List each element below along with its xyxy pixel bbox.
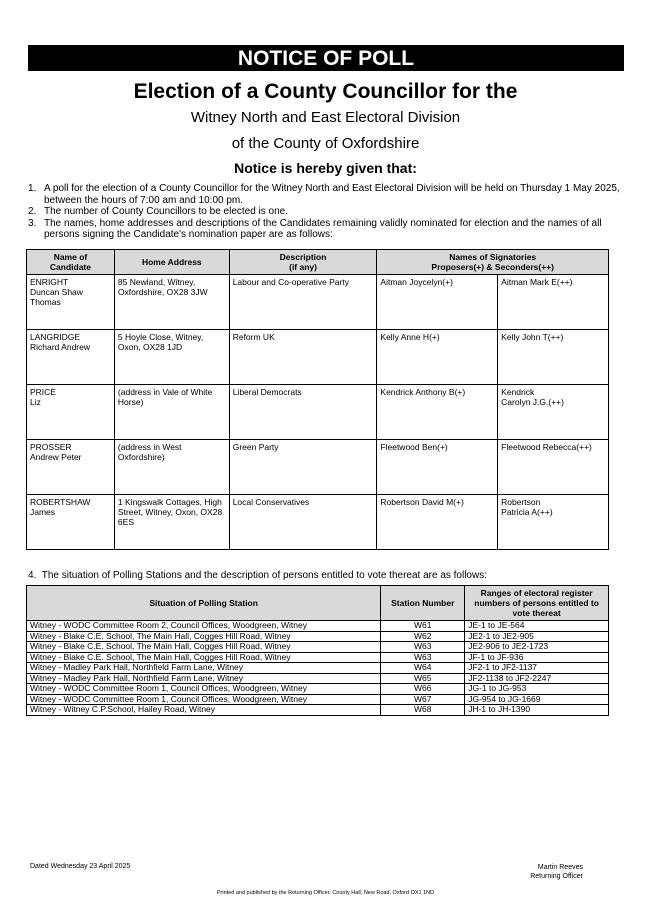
register-range-cell: JF-1 to JF-936 bbox=[465, 652, 609, 663]
header-situation: Situation of Polling Station bbox=[27, 586, 381, 621]
notice-item-3 bbox=[28, 218, 628, 241]
seconder-cell: Aitman Mark E(++) bbox=[498, 275, 609, 330]
table-row bbox=[27, 673, 609, 684]
date-line: Dated Wednesday 23 April 2025 bbox=[30, 863, 131, 870]
description-cell: Labour and Co-operative Party bbox=[229, 275, 377, 330]
home-address-cell: 1 Kingswalk Cottages, High Street, Witney, Oxon, OX28 6ES bbox=[114, 495, 229, 550]
table-row bbox=[27, 631, 609, 642]
candidate-name-cell: ENRIGHT Duncan Shaw Thomas bbox=[27, 275, 115, 330]
home-address-cell: (address in West Oxfordshire) bbox=[114, 440, 229, 495]
proposer-cell: Robertson David M(+) bbox=[377, 495, 498, 550]
imprint: Printed and published by the Returning Officer, County Hall, New Road, Oxford OX1 1ND bbox=[216, 890, 435, 896]
register-range-cell: JE-1 to JE-564 bbox=[465, 621, 609, 632]
candidate-name-cell: PRICE Liz bbox=[27, 385, 115, 440]
register-range-cell: JF2-1138 to JF2-2247 bbox=[465, 673, 609, 684]
item-number: 4. bbox=[28, 570, 37, 581]
proposer-cell: Kelly Anne H(+) bbox=[377, 330, 498, 385]
station-number-cell: W68 bbox=[381, 705, 465, 716]
station-number-cell: W63 bbox=[381, 652, 465, 663]
county-name: of the County of Oxfordshire bbox=[231, 135, 420, 152]
seconder-cell: Robertson Patricia A(++) bbox=[498, 495, 609, 550]
situation-cell: Witney - Madley Park Hall, Northfield Farm Lane, Witney bbox=[27, 673, 381, 684]
item-number: 3. bbox=[28, 217, 37, 229]
item-text: The situation of Polling Stations and the description of persons entitled to vote thereat are as follows: bbox=[41, 570, 487, 581]
table-row bbox=[27, 621, 609, 632]
register-range-cell: JH-1 to JH-1390 bbox=[465, 705, 609, 716]
table-row bbox=[27, 684, 609, 695]
register-range-cell: JE2-906 to JE2-1723 bbox=[465, 642, 609, 653]
signature-block bbox=[480, 863, 583, 881]
station-number-cell: W61 bbox=[381, 621, 465, 632]
table-row bbox=[27, 275, 609, 330]
register-range-cell: JF2-1 to JF2-1137 bbox=[465, 663, 609, 674]
seconder-cell: Fleetwood Rebecca(++) bbox=[498, 440, 609, 495]
situation-cell: Witney - Blake C.E. School, The Main Hall, Cogges Hill Road, Witney bbox=[27, 631, 381, 642]
station-number-cell: W62 bbox=[381, 631, 465, 642]
situation-cell: Witney - WODC Committee Room 2, Council Offices, Woodgreen, Witney bbox=[27, 621, 381, 632]
table-row bbox=[27, 652, 609, 663]
situation-cell: Witney - Blake C.E. School, The Main Hall, Cogges Hill Road, Witney bbox=[27, 652, 381, 663]
situation-cell: Witney - Madley Park Hall, Northfield Farm Lane, Witney bbox=[27, 663, 381, 674]
item-number: 1. bbox=[28, 183, 37, 194]
description-cell: Green Party bbox=[229, 440, 377, 495]
notice-item-1 bbox=[28, 183, 628, 206]
header-ranges: Ranges of electoral register numbers of persons entitled to vote thereat bbox=[465, 586, 609, 621]
header-candidate-name: Name of Candidate bbox=[27, 250, 115, 275]
register-range-cell: JE2-1 to JE2-905 bbox=[465, 631, 609, 642]
notice-banner: NOTICE OF POLL bbox=[28, 45, 624, 71]
situation-cell: Witney - WODC Committee Room 1, Council Offices, Woodgreen, Witney bbox=[27, 684, 381, 695]
proposer-cell: Kendrick Anthony B(+) bbox=[377, 385, 498, 440]
description-cell: Reform UK bbox=[229, 330, 377, 385]
seconder-cell: Kelly John T(++) bbox=[498, 330, 609, 385]
table-row bbox=[27, 642, 609, 653]
candidate-name-cell: LANGRIDGE Richard Andrew bbox=[27, 330, 115, 385]
table-row bbox=[27, 495, 609, 550]
item-text: A poll for the election of a County Councillor for the Witney North and East Electoral Division will be held on Thursday 1 May 2025, between the hours of 7:00 am and 10:00 pm. bbox=[44, 183, 620, 206]
header-home-address: Home Address bbox=[114, 250, 229, 275]
table-row bbox=[27, 694, 609, 705]
header-signatories: Names of Signatories Proposers(+) & Seconders(++) bbox=[377, 250, 609, 275]
home-address-cell: 5 Hoyle Close, Witney, Oxon, OX28 1JD bbox=[114, 330, 229, 385]
header-description: Description (if any) bbox=[229, 250, 377, 275]
home-address-cell: (address in Vale of White Horse) bbox=[114, 385, 229, 440]
register-range-cell: JG-1 to JG-953 bbox=[465, 684, 609, 695]
station-number-cell: W66 bbox=[381, 684, 465, 695]
table-row bbox=[27, 440, 609, 495]
notice-item-4 bbox=[28, 570, 487, 581]
table-row bbox=[27, 663, 609, 674]
notice-items bbox=[28, 183, 628, 241]
item-text: The number of County Councillors to be elected is one. bbox=[44, 206, 289, 217]
returning-officer-name: Martin Reeves bbox=[537, 864, 583, 871]
station-number-cell: W65 bbox=[381, 673, 465, 684]
station-number-cell: W67 bbox=[381, 694, 465, 705]
table-header-row bbox=[27, 586, 609, 621]
candidate-name-cell: PROSSER Andrew Peter bbox=[27, 440, 115, 495]
table-header-row bbox=[27, 250, 609, 275]
situation-cell: Witney - WODC Committee Room 1, Council Offices, Woodgreen, Witney bbox=[27, 694, 381, 705]
candidates-table bbox=[26, 249, 609, 550]
home-address-cell: 85 Newland, Witney, Oxfordshire, OX28 3JW bbox=[114, 275, 229, 330]
station-number-cell: W63 bbox=[381, 642, 465, 653]
polling-stations-table bbox=[26, 585, 609, 716]
proposer-cell: Aitman Joycelyn(+) bbox=[377, 275, 498, 330]
candidate-name-cell: ROBERTSHAW James bbox=[27, 495, 115, 550]
table-row bbox=[27, 385, 609, 440]
notice-item-2 bbox=[28, 206, 628, 218]
notice-heading: Notice is hereby given that: bbox=[234, 160, 417, 176]
description-cell: Liberal Democrats bbox=[229, 385, 377, 440]
item-text: The names, home addresses and descriptions of the Candidates remaining validly nominated for election and the names of all persons signing the Candidate's nomination paper are as follows: bbox=[44, 217, 602, 240]
returning-officer-title: Returning Officer bbox=[530, 873, 583, 880]
proposer-cell: Fleetwood Ben(+) bbox=[377, 440, 498, 495]
election-title: Election of a County Councillor for the bbox=[133, 80, 518, 103]
table-row bbox=[27, 330, 609, 385]
station-number-cell: W64 bbox=[381, 663, 465, 674]
division-name: Witney North and East Electoral Division bbox=[190, 109, 461, 126]
situation-cell: Witney - Witney C.P.School, Hailey Road, Witney bbox=[27, 705, 381, 716]
description-cell: Local Conservatives bbox=[229, 495, 377, 550]
item-number: 2. bbox=[28, 206, 37, 217]
table-row bbox=[27, 705, 609, 716]
seconder-cell: Kendrick Carolyn J.G.(++) bbox=[498, 385, 609, 440]
header-station-number: Station Number bbox=[381, 586, 465, 621]
situation-cell: Witney - Blake C.E. School, The Main Hall, Cogges Hill Road, Witney bbox=[27, 642, 381, 653]
register-range-cell: JG-954 to JG-1669 bbox=[465, 694, 609, 705]
